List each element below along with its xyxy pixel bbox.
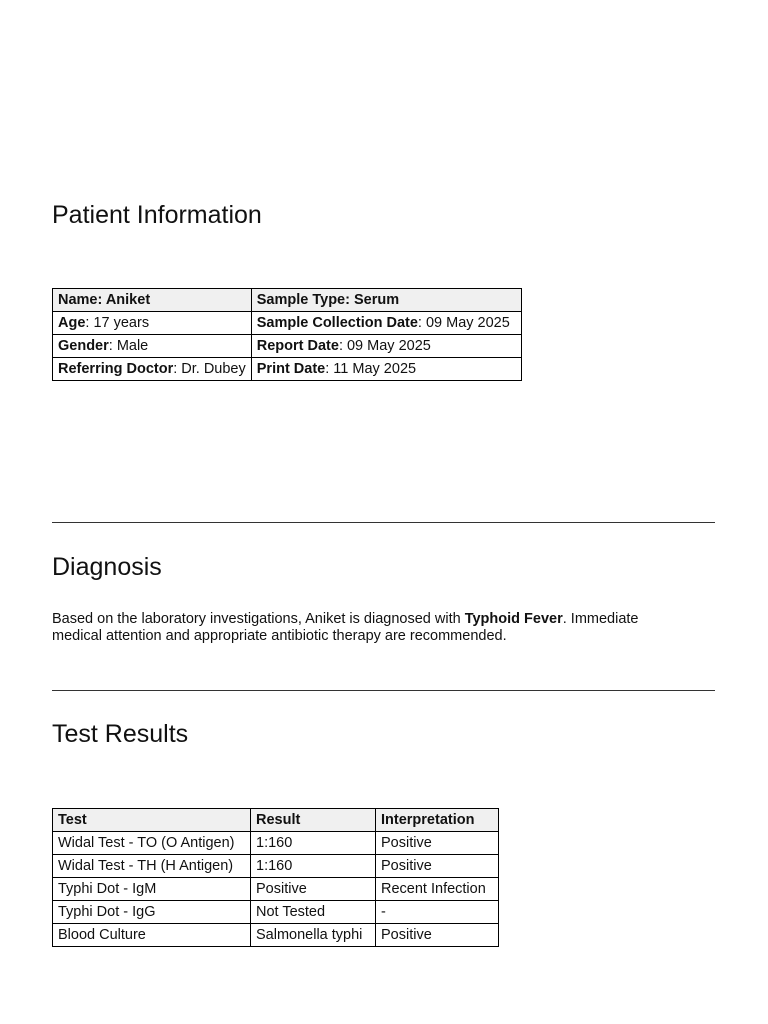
print-date-cell [251,358,521,381]
report-date-label: Report Date [256,338,339,354]
collection-date-cell [251,312,521,335]
sample-type-cell [251,289,521,312]
column-header-result: Result [251,809,376,832]
collection-date-value: : 09 May 2025 [417,315,510,331]
test-cell: Widal Test - TH (H Antigen) [53,855,251,878]
doctor-value: : Dr. Dubey [173,361,246,377]
table-row [53,901,499,924]
interpretation-cell: Recent Infection [376,878,499,901]
interpretation-cell: Positive [376,855,499,878]
interpretation-cell: Positive [376,924,499,947]
table-row [53,312,522,335]
result-cell: Positive [251,878,376,901]
print-date-label: Print Date [256,361,326,377]
report-date-cell [251,335,521,358]
table-row [53,335,522,358]
doctor-cell [53,358,252,381]
table-row [53,289,522,312]
interpretation-cell: - [376,901,499,924]
table-row [53,358,522,381]
gender-value: : Male [108,338,149,354]
table-header-row [53,809,499,832]
name-value: Aniket [105,292,151,308]
test-cell: Widal Test - TO (O Antigen) [53,832,251,855]
test-cell: Blood Culture [53,924,251,947]
patient-info-heading: Patient Information [52,201,262,229]
result-cell: Not Tested [251,901,376,924]
test-cell: Typhi Dot - IgG [53,901,251,924]
result-cell: 1:160 [251,832,376,855]
doctor-label: Referring Doctor [58,361,174,377]
age-cell [53,312,252,335]
table-row [53,878,499,901]
collection-date-label: Sample Collection Date [256,315,418,331]
result-cell: 1:160 [251,855,376,878]
column-header-test: Test [53,809,251,832]
table-row [53,832,499,855]
name-label: Name: [58,292,103,308]
age-value: : 17 years [85,315,150,331]
section-divider [52,690,715,691]
diagnosis-paragraph [52,611,692,645]
interpretation-cell: Positive [376,832,499,855]
column-header-interpretation: Interpretation [376,809,499,832]
name-cell [53,289,252,312]
age-label: Age [58,315,86,331]
patient-info-table [52,288,522,381]
test-results-table [52,808,499,947]
diagnosis-text-before: Based on the laboratory investigations, Aniket is diagnosed with [52,611,465,627]
report-date-value: : 09 May 2025 [338,338,431,354]
sample-type-value: Serum [353,292,400,308]
diagnosis-heading: Diagnosis [52,553,162,581]
gender-label: Gender [58,338,109,354]
table-row [53,855,499,878]
test-results-heading: Test Results [52,720,189,748]
table-row [53,924,499,947]
sample-type-label: Sample Type: [256,292,350,308]
gender-cell [53,335,252,358]
print-date-value: : 11 May 2025 [325,361,417,377]
diagnosis-text-after: . Immediate medical attention and appropriate antibiotic therapy are recommended. [52,611,639,644]
section-divider [52,522,715,523]
diagnosis-condition: Typhoid Fever [464,611,563,627]
result-cell: Salmonella typhi [251,924,376,947]
test-cell: Typhi Dot - IgM [53,878,251,901]
